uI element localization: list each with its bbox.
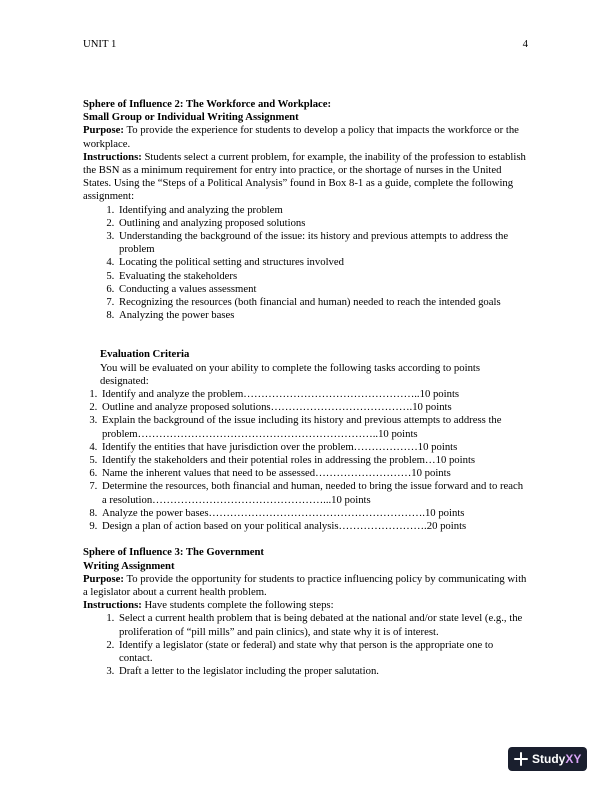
list-item: 4. Locating the political setting and structures involved xyxy=(117,256,529,269)
list-item: 5. Identify the stakeholders and their potential roles in addressing the problem…10 points xyxy=(100,454,529,467)
instructions-text: Have students complete the following steps: xyxy=(141,599,334,612)
list-item: 6. Name the inherent values that need to be assessed………………………10 points xyxy=(100,467,529,480)
badge-text-accent: XY xyxy=(565,752,582,766)
sphere3-purpose xyxy=(83,573,529,599)
list-item: 8. Analyzing the power bases xyxy=(117,309,529,322)
sphere2-instructions xyxy=(83,151,529,204)
list-item: 3. Explain the background of the issue including its history and previous attempts to address the problem…………………………………………………………..10 points xyxy=(100,414,529,440)
list-item: 1. Identifying and analyzing the problem xyxy=(117,204,529,217)
list-item: 5. Evaluating the stakeholders xyxy=(117,270,529,283)
page-header xyxy=(83,38,528,52)
studyxy-badge[interactable] xyxy=(508,747,587,771)
page-number: 4 xyxy=(522,38,528,50)
purpose-label: Purpose: xyxy=(83,572,124,585)
list-item: 3. Draft a letter to the legislator including the proper salutation. xyxy=(117,665,529,678)
instructions-text: Students select a current problem, for example, the inability of the profession to establish the BSN as a minimum requirement for entry into practice, or the shortage of nurses in the United States. Using the “Steps of a Political Analysis” found in Box 8-1 as a guide, complete the following assignment: xyxy=(83,150,526,203)
list-item: 2. Outline and analyze proposed solutions………………………………….10 points xyxy=(100,401,529,414)
list-item: 3. Understanding the background of the issue: its history and previous attempts to address the problem xyxy=(117,230,529,256)
list-item: 2. Identify a legislator (state or federal) and state why that person is the appropriate one to contact. xyxy=(117,639,529,665)
list-item: 4. Identify the entities that have jurisdiction over the problem………………10 points xyxy=(100,441,529,454)
list-item: 8. Analyze the power bases…………………………………………………….10 points xyxy=(100,507,529,520)
evaluation-title: Evaluation Criteria xyxy=(100,348,190,361)
list-item: 1. Select a current health problem that is being debated at the national and/or state level (e.g., the proliferation of “pill mills” and pain clinics), and state why it is of interest. xyxy=(117,612,529,638)
running-head: UNIT 1 xyxy=(83,38,117,50)
badge-label xyxy=(532,747,581,771)
list-item: 7. Determine the resources, both financial and human, needed to bring the issue forward and to reach a resolution…………………………………………...10 points xyxy=(100,480,529,506)
purpose-text: To provide the opportunity for students to practice influencing policy by communicating with a legislator about a current health problem. xyxy=(83,572,527,598)
list-item: 6. Conducting a values assessment xyxy=(117,283,529,296)
sphere2-steps xyxy=(83,204,529,323)
instructions-label: Instructions: xyxy=(83,599,142,612)
badge-text-main: Study xyxy=(532,752,566,766)
sphere2-purpose xyxy=(83,124,529,150)
sphere3-instructions xyxy=(83,599,529,612)
instructions-label: Instructions: xyxy=(83,150,142,163)
plus-icon xyxy=(514,752,528,766)
evaluation-intro: You will be evaluated on your ability to complete the following tasks according to points designated: xyxy=(100,361,481,387)
sphere3-title: Sphere of Influence 3: The Government xyxy=(83,546,264,559)
evaluation-list xyxy=(83,388,529,533)
sphere3-subtitle: Writing Assignment xyxy=(83,559,175,572)
document-body xyxy=(83,98,529,678)
list-item: 7. Recognizing the resources (both financial and human) needed to reach the intended goals xyxy=(117,296,529,309)
sphere2-title: Sphere of Influence 2: The Workforce and Workplace: xyxy=(83,98,332,110)
sphere3-steps xyxy=(83,612,529,678)
purpose-text: To provide the experience for students to develop a policy that impacts the workforce or the workplace. xyxy=(83,124,519,150)
list-item: 1. Identify and analyze the problem…………………………………………..10 points xyxy=(100,388,529,401)
list-item: 9. Design a plan of action based on your political analysis…………………….20 points xyxy=(100,520,529,533)
list-item: 2. Outlining and analyzing proposed solutions xyxy=(117,217,529,230)
purpose-label: Purpose: xyxy=(83,124,124,137)
sphere2-subtitle: Small Group or Individual Writing Assignment xyxy=(83,111,299,124)
